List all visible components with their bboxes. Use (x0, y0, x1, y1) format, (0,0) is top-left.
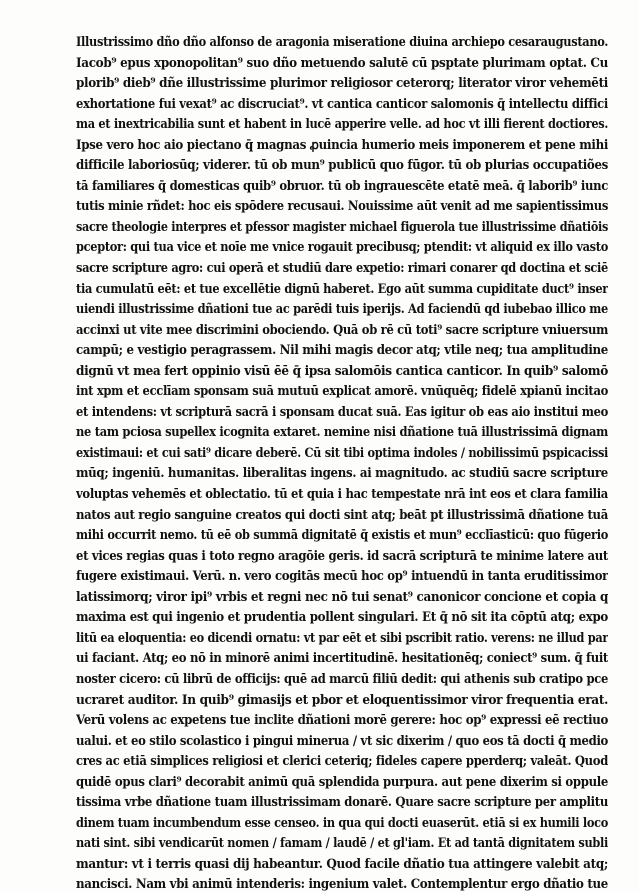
text-line: fugere existimaui. Verū. n. vero cogitās mecū hoc op⁹ intuendū in tanta eruditissimor (76, 568, 608, 584)
text-line: accinxi ut vite mee discrimini obociendo. Quā ob rē cū toti⁹ sacre scripture vniuersum (76, 321, 608, 337)
text-line: et vices regias quas i toto regno aragōie geris. id sacrā scripturā te minime latere aut (76, 547, 608, 563)
text-line: ma et inextricabilia sunt et habent in lucē apperire velle. ad hoc vt illi fierent doctiores. (76, 116, 608, 132)
text-line: et intendens: vt scripturā sacrā i sponsam ducat suā. Eas igitur ob eas aio institui meo (76, 403, 608, 419)
text-line: litū ea eloquentia: eo dicendi ornatu: vt par eēt et sibi pscribit ratio. verens: ne illud par (76, 629, 608, 645)
text-line: tissima vrbe dñatione tuam illustrissimam donarē. Quare sacre scripture per amplitu (76, 794, 608, 810)
text-line: Ipse vero hoc aio piectano q̄ magnas ꝓuincia humerio meis imponerem et pene mihi (76, 136, 608, 152)
text-line: ualui. et eo stilo scolastico i pingui minerua / vt sic dixerim / quo eos tā docti q̄ medio (76, 732, 608, 748)
text-line: quidē opus clari⁹ decorabit animū quā splendida purpura. aut pene dixerim si oppule (76, 773, 608, 789)
text-line: dignū vt mea fert oppinio visū ēē q̄ ipsa salomōis cantica canticor. In quib⁹ salomō (76, 362, 608, 378)
text-line: nancisci. Nam vbi animū intenderis: ingenium valet. Contemplentur ergo dñatio tue (76, 876, 608, 891)
text-line: maxima est qui ingenio et prudentia pollent singulari. Et q̄ nō sit ita cōptū atq; expo (76, 609, 608, 625)
text-line: campū; e vestigio peragrassem. Nil mihi magis decor atq; vtile neq; tua amplitudine (76, 342, 608, 358)
text-line: Iacob⁹ epus xponopolitan⁹ suo dño metuendo salutē cū psptate plurimam optat. Cu (76, 54, 608, 70)
text-line: cres ac etiā simplices religiosi et clerici ceteriq; fideles capere pperderq; valeāt. Quod (76, 753, 608, 769)
text-line: ucraret auditor. In quib⁹ gimasijs et pbor et eloquentissimor viror frequentia erat. (76, 691, 608, 707)
text-line: uiendi illustrissime dñationi tue ac parēdi tuis iperijs. Ad faciendū qd iubebao illico me (76, 301, 608, 317)
text-line: voluptas vehemēs et oblectatio. tū et quia i hac tempestate nrā int eos et clara familia (76, 486, 608, 502)
text-line: tia cumulatū eēt: et tue excellētie dignū haberet. Ego aūt summa cupiditate duct⁹ inser (76, 280, 608, 296)
text-line: mantur: vt i terris quasi dij habeantur. Quod facile dñatio tua attingere valebit atq; (76, 855, 608, 871)
text-line: ui faciant. Atq; eo nō in minorē animi incertitudinē. hesitationēq; coniect⁹ sum. q̄ fuit (76, 650, 608, 666)
text-line: sacre theologie interpres et pfessor magister michael figuerola tue illustrissime dñatiōis (76, 218, 608, 234)
text-line: plorib⁹ dieb⁹ dñe illustrissime plurimor religiosor ceterorq; literator viror vehemēti (76, 75, 608, 91)
text-line: latissimorq; viror ipi⁹ vrbis et regni nec nō tui senat⁹ canonicor concione et copia q (76, 588, 608, 604)
text-line: int xpm et ecclīam sponsam suā mutuū explicat amorē. vnūquēq; fidelē xpianū incitao (76, 383, 608, 399)
text-line: noster cicero: cū librū de officijs: quē ad marcū filiū dedit: qui athenis sub cratipo pce (76, 670, 608, 686)
running-head (60, 4, 620, 22)
text-line: ne tam pciosa supellex icognita extaret. nemine nisi dñatione tuā illustrissimā dignam (76, 424, 608, 440)
text-line: difficile laboriosūq; viderer. tū ob mun⁹ publicū quo fūgor. tū ob plurias occupatiões (76, 157, 608, 173)
text-line: Illustrissimo dño dño alfonso de aragonia miseratione diuina archiepo cesaraugustano. (76, 34, 608, 49)
text-line: nati sint. sibi vendicarūt nomen / famam / laudē / et gl'iam. Et ad tantā dignitatem subli (76, 835, 608, 851)
text-line: existimaui: et cui sati⁹ dicare deberē. Cū sit tibi optima indoles / nobilissimū pspicacissi (76, 444, 608, 460)
text-line: mūq; ingeniū. humanitas. liberalitas ingens. ai magnitudo. ac studiū sacre scripture (76, 465, 608, 481)
text-line: pceptor: qui tua vice et noīe me vnice rogauit precibusq; ptendit: vt aliquid ex illo vasto (76, 239, 608, 255)
text-line: tā familiares q̄ domesticas quib⁹ obruor. tū ob ingrauescēte etatē meā. q̄ laborib⁹ iunc (76, 177, 608, 193)
text-line: dinem tuam incumbendum esse censeo. in qua qui docti euaserūt. etiā si ex humili loco (76, 814, 608, 830)
text-line: mihi occurrit nemo. tū eē ob summā dignitatē q̄ existis et mun⁹ ecclīasticū: quo fūgerio (76, 527, 608, 543)
text-line: natos aut regio sanguine creatos qui docti sint atq; beāt pt illustrissimā dñatione tuā (76, 506, 608, 522)
text-line: exhortatione fui vexat⁹ ac discruciat⁹. vt cantica canticor salomonis q̄ intellectu diffici (76, 95, 608, 111)
text-line: Verū volens ac expetens tue inclite dñationi morē gerere: hoc op⁹ expressi eē rectiuo (76, 712, 608, 728)
dedication-letter-text (76, 32, 608, 891)
text-line: sacre scripture agro: cui operā et studiū dare expetio: rimari conarer qd doctina et sciē (76, 260, 608, 276)
text-line: tutis minie rñdet: hoc eis spōdere recusaui. Nouissime aūt venit ad me sapientissimus (76, 198, 608, 214)
